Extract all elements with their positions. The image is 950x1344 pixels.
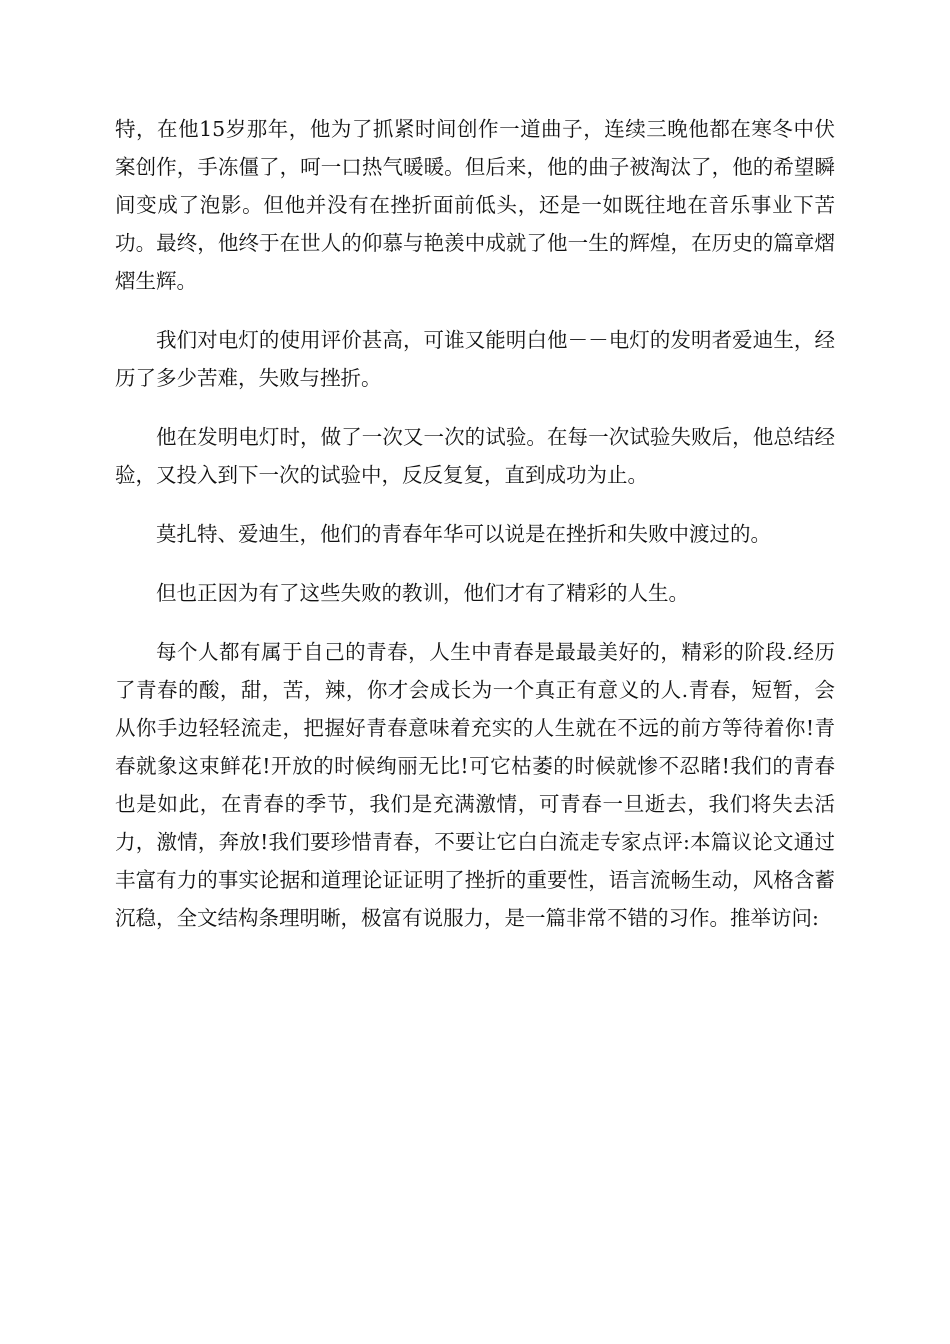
paragraph-continuation: 特，在他15岁那年，他为了抓紧时间创作一道曲子，连续三晚他都在寒冬中伏案创作，手冻僵了，呵一口热气暖暖。但后来，他的曲子被淘汰了，他的希望瞬间变成了泡影。但他并没有在挫折面前低头，还是一如既往地在音乐事业下苦功。最终，他终于在世人的仰慕与艳羡中成就了他一生的辉煌，在历史的篇章熠熠生辉。 xyxy=(115,117,835,293)
paragraph-lessons: 但也正因为有了这些失败的教训，他们才有了精彩的人生。 xyxy=(156,581,689,605)
paragraph-edison-intro: 我们对电灯的使用评价甚高，可谁又能明白他－－电灯的发明者爱迪生，经历了多少苦难，失败与挫折。 xyxy=(115,328,835,390)
paragraph-mozart-edison: 莫扎特、爱迪生，他们的青春年华可以说是在挫折和失败中渡过的。 xyxy=(156,522,771,546)
document-page xyxy=(115,110,835,958)
paragraph-edison-experiments: 他在发明电灯时，做了一次又一次的试验。在每一次试验失败后，他总结经验，又投入到下一次的试验中，反反复复，直到成功为止。 xyxy=(115,425,835,487)
paragraph-youth-and-review: 每个人都有属于自己的青春，人生中青春是最最美好的，精彩的阶段.经历了青春的酸，甜，苦，辣，你才会成长为一个真正有意义的人.青春，短暂，会从你手边轻轻流走，把握好青春意味着充实的人生就在不远的前方等待着你!青春就象这束鲜花!开放的时候绚丽无比!可它枯萎的时候就惨不忍睹!我们的青春也是如此，在青春的季节，我们是充满激情，可青春一旦逝去，我们将失去活力，激情，奔放!我们要珍惜青春，不要让它白白流走专家点评:本篇议论文通过丰富有力的事实论据和道理论证证明了挫折的重要性，语言流畅生动，风格含蓄沉稳，全文结构条理明晰，极富有说服力，是一篇非常不错的习作。推举访问: xyxy=(115,640,835,930)
